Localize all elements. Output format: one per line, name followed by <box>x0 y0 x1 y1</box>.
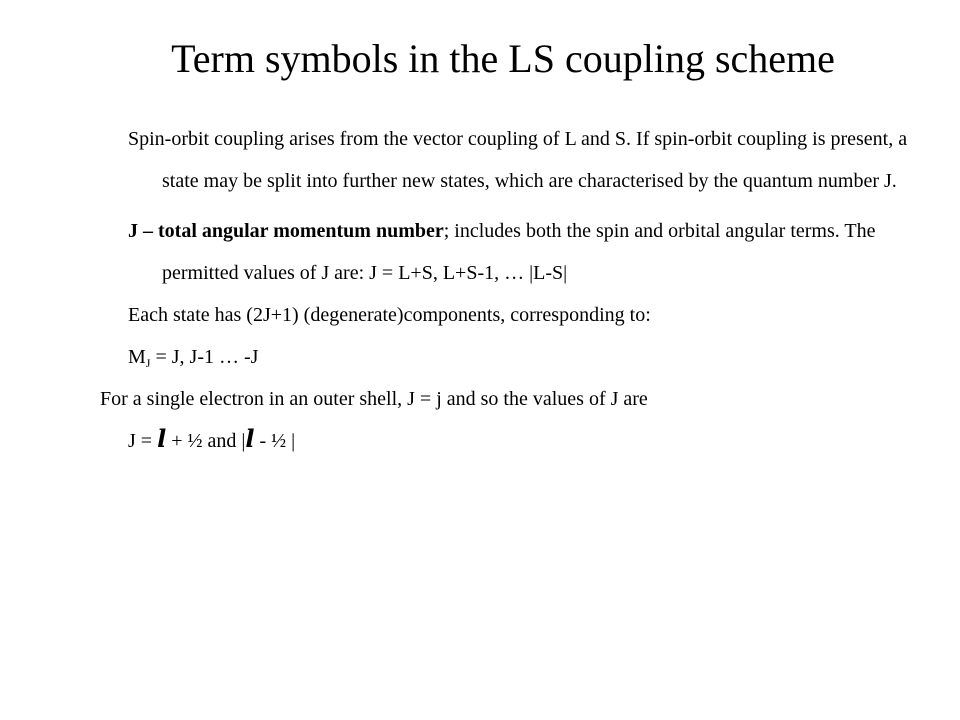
spacer <box>128 202 928 210</box>
paragraph-mj-values <box>128 336 928 378</box>
mj-symbol: M <box>128 346 146 368</box>
paragraph-spin-orbit: Spin-orbit coupling arises from the vector coupling of L and S. If spin-orbit coupling is present, a state may be split into further new states, which are characterised by the quantum number J. <box>128 128 908 192</box>
j-equation-start: J = <box>128 430 158 452</box>
paragraph-single-electron: For a single electron in an outer shell, J = j and so the values of J are <box>100 388 648 410</box>
slide-body <box>100 118 928 462</box>
term-total-angular-momentum: J – total angular momentum number <box>128 220 444 242</box>
mj-subscript: J <box>145 356 151 370</box>
paragraph-j-equation <box>128 420 928 462</box>
slide-title: Term symbols in the LS coupling scheme <box>171 36 835 81</box>
paragraph-total-angular-momentum-text: ; includes both the spin and orbital angular terms. The permitted values of J are: J = L+S, L+S-1, … |L-S| <box>162 220 876 284</box>
paragraph-degenerate-components: Each state has (2J+1) (degenerate)components, corresponding to: <box>128 304 651 326</box>
j-equation-middle: + ½ and | <box>166 430 246 452</box>
j-equation-end: - ½ | <box>254 430 296 452</box>
paragraph-total-angular-momentum <box>128 210 928 294</box>
script-l-symbol: l <box>245 424 255 453</box>
script-l-symbol: l <box>157 424 167 453</box>
mj-values-text: = J, J-1 … -J <box>150 346 259 368</box>
